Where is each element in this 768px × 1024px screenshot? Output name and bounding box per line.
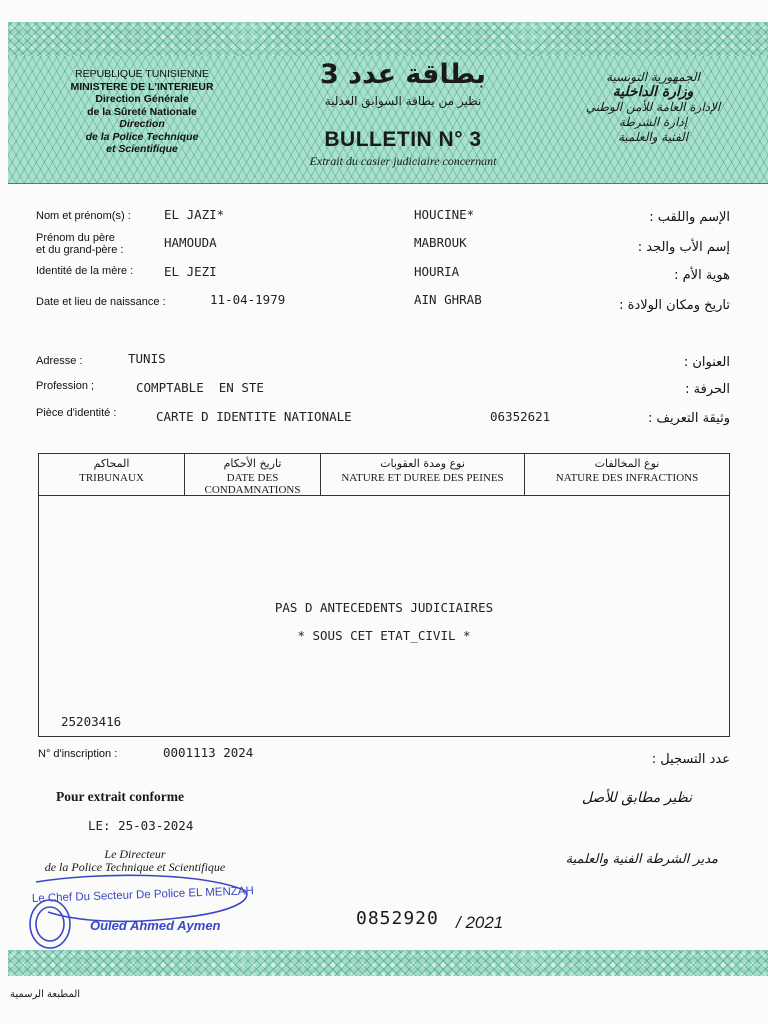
father-name-value: HAMOUDA xyxy=(164,235,217,250)
header-right-ar xyxy=(568,70,738,145)
civil-status-message: * SOUS CET ETAT_CIVIL * xyxy=(297,628,471,643)
stamp-line-2: Ouled Ahmed Aymen xyxy=(90,918,221,933)
last-name-value: EL JAZI* xyxy=(164,207,225,222)
police-label-ar: إدارة الشرطة xyxy=(618,115,688,129)
column-dates-ar: تاريخ الأحكام xyxy=(223,457,282,470)
column-dates-fr: DATE DES CONDAMNATIONS xyxy=(204,472,301,496)
header-center xyxy=(258,58,548,169)
column-courts-ar: المحاكم xyxy=(93,457,130,470)
mother-first-name-value: HOURIA xyxy=(414,264,460,279)
republic-label: REPUBLIQUE TUNISIENNE xyxy=(74,68,209,80)
name-label-ar: الإسم واللقب : xyxy=(649,210,730,225)
parent-label-2: et du grand-père : xyxy=(36,244,124,256)
column-penalties-ar: نوع ومدة العقوبات xyxy=(380,457,465,470)
column-offenses-fr: NATURE DES INFRACTIONS xyxy=(555,472,699,484)
column-offenses xyxy=(525,454,729,495)
surete-label: de la Sûreté Nationale xyxy=(87,105,197,118)
direction-label: Direction xyxy=(119,118,165,130)
arabic-subtitle: نظير من بطاقة السوابق العدلية xyxy=(324,94,482,108)
conforme-label: Pour extrait conforme xyxy=(56,789,184,804)
id-document-label-ar: وثيقة التعريف : xyxy=(647,411,730,426)
directorate-label: Direction Générale xyxy=(95,93,189,105)
conforme-label-ar: نظير مطابق للأصل xyxy=(581,790,692,806)
arabic-title: بطاقة عدد 3 xyxy=(319,59,487,90)
ministry-label: MINISTERE DE L'INTERIEUR xyxy=(70,80,214,93)
name-label: Nom et prénom(s) : xyxy=(36,210,131,222)
registration-number: 0001113 2024 xyxy=(163,745,254,760)
parent-label-ar: إسم الأب والجد : xyxy=(637,240,730,255)
records-table-body xyxy=(39,496,729,736)
address-label-ar: العنوان : xyxy=(683,355,730,370)
column-penalties xyxy=(321,454,525,495)
director-line-2: de la Police Technique et Scientifique xyxy=(44,860,226,874)
address-value: TUNIS xyxy=(128,351,166,366)
security-band-top xyxy=(8,22,768,56)
bulletin-subtitle: Extrait du casier judiciaire concernant xyxy=(309,154,497,168)
surete-label-ar: الإدارة العامة للأمن الوطني xyxy=(585,100,721,114)
id-document-type-value: CARTE D IDENTITE NATIONALE xyxy=(156,409,352,424)
stamp-line-1: Le Chef Du Secteur De Police EL MENZAH xyxy=(31,885,254,905)
records-table-header xyxy=(39,454,729,496)
serial-year: / 2021 xyxy=(456,913,504,932)
parent-label-1: Prénom du père xyxy=(36,232,115,244)
police-technique-label: de la Police Technique xyxy=(85,130,199,143)
scientific-label-ar: الفنية والعلمية xyxy=(617,130,689,144)
birth-date-value: 11-04-1979 xyxy=(210,292,286,307)
director-title-ar: مدير الشرطة الفنية والعلمية xyxy=(565,852,718,867)
official-printer-ar: المطبعة الرسمية xyxy=(10,989,81,1000)
police-stamp xyxy=(28,868,258,954)
scientifique-label: et Scientifique xyxy=(106,143,178,155)
profession-value: COMPTABLE EN STE xyxy=(136,380,264,395)
no-records-message: PAS D ANTECEDENTS JUDICIAIRES xyxy=(274,600,494,615)
ministry-label-ar: وزارة الداخلية xyxy=(612,84,694,100)
column-courts xyxy=(39,454,185,495)
mother-last-name-value: EL JEZI xyxy=(164,264,217,279)
republic-label-ar: الجمهورية التونسية xyxy=(606,70,700,84)
birth-label: Date et lieu de naissance : xyxy=(36,296,166,308)
registration-label: N° d'inscription : xyxy=(38,748,118,760)
id-number-value: 06352621 xyxy=(490,409,551,424)
column-penalties-fr: NATURE ET DUREE DES PEINES xyxy=(341,472,504,484)
bulletin-title: BULLETIN N° 3 xyxy=(324,128,482,151)
column-dates xyxy=(185,454,321,495)
mother-label-ar: هوية الأم : xyxy=(674,268,730,283)
serial-number: 0852920 xyxy=(356,908,439,929)
column-offenses-ar: نوع المخالفات xyxy=(594,457,660,470)
profession-label-ar: الحرفة : xyxy=(685,382,730,397)
records-table xyxy=(38,453,730,737)
address-label: Adresse : xyxy=(36,355,83,367)
document-header xyxy=(8,56,768,184)
birth-label-ar: تاريخ ومكان الولادة : xyxy=(619,298,730,313)
registration-label-ar: عدد التسجيل : xyxy=(651,752,730,767)
birth-place-value: AIN GHRAB xyxy=(414,292,482,307)
record-reference: 25203416 xyxy=(61,714,122,729)
first-name-value: HOUCINE* xyxy=(414,207,475,222)
id-document-label: Pièce d'identité : xyxy=(36,407,117,419)
issue-date: LE: 25-03-2024 xyxy=(88,818,194,833)
header-left-fr xyxy=(42,68,242,156)
director-line-1: Le Directeur xyxy=(104,847,166,861)
column-courts-fr: TRIBUNAUX xyxy=(79,472,144,484)
mother-label: Identité de la mère : xyxy=(36,265,134,277)
profession-label: Profession ; xyxy=(36,380,95,392)
grandfather-name-value: MABROUK xyxy=(414,235,467,250)
security-band-bottom xyxy=(8,950,768,976)
